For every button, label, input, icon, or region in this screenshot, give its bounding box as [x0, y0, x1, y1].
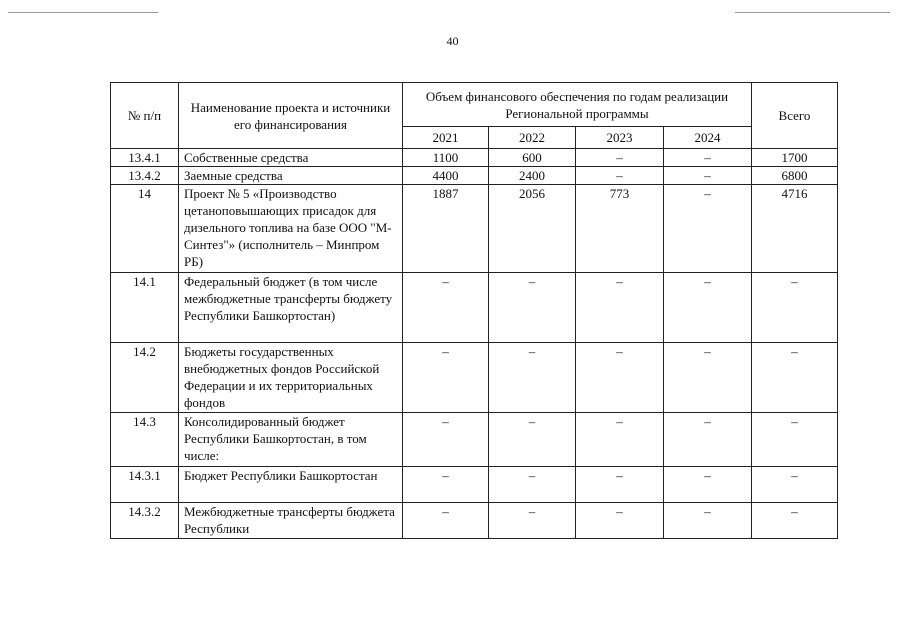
row-value: –	[489, 413, 576, 467]
row-total: –	[752, 273, 838, 343]
table-row	[111, 167, 838, 185]
row-value: 1100	[403, 149, 489, 167]
row-value: –	[489, 503, 576, 539]
row-total: 1700	[752, 149, 838, 167]
row-value: –	[403, 503, 489, 539]
row-total: 6800	[752, 167, 838, 185]
row-value: –	[403, 273, 489, 343]
row-value: –	[576, 503, 664, 539]
row-value: –	[664, 185, 752, 273]
row-value: –	[664, 149, 752, 167]
row-value: –	[489, 343, 576, 413]
row-total: –	[752, 413, 838, 467]
row-number: 13.4.1	[111, 149, 179, 167]
header-year: 2024	[664, 127, 752, 149]
header-year: 2022	[489, 127, 576, 149]
table-row	[111, 149, 838, 167]
row-name: Заемные средства	[179, 167, 403, 185]
table-row	[111, 503, 838, 539]
header-number: № п/п	[111, 83, 179, 149]
row-total: –	[752, 343, 838, 413]
row-value: 2056	[489, 185, 576, 273]
scan-line-left	[8, 12, 158, 13]
row-value: –	[403, 467, 489, 503]
row-value: –	[664, 503, 752, 539]
row-name: Собственные средства	[179, 149, 403, 167]
row-name: Консолидированный бюджет Республики Башкортостан, в том числе:	[179, 413, 403, 467]
row-number: 14.3.1	[111, 467, 179, 503]
row-value: 773	[576, 185, 664, 273]
row-number: 13.4.2	[111, 167, 179, 185]
header-funding: Объем финансового обеспечения по годам реализации Региональной программы	[403, 83, 752, 127]
row-value: –	[489, 273, 576, 343]
row-value: –	[576, 413, 664, 467]
row-total: –	[752, 467, 838, 503]
row-value: –	[664, 467, 752, 503]
row-value: –	[576, 167, 664, 185]
row-value: –	[489, 467, 576, 503]
row-number: 14.2	[111, 343, 179, 413]
row-value: 1887	[403, 185, 489, 273]
row-name: Проект № 5 «Производство цетаноповышающих присадок для дизельного топлива на базе ООО "М-Синтез"» (исполнитель – Минпром РБ)	[179, 185, 403, 273]
header-year: 2023	[576, 127, 664, 149]
table-row	[111, 413, 838, 467]
row-value: –	[576, 273, 664, 343]
row-value: –	[664, 343, 752, 413]
table-row	[111, 185, 838, 273]
row-value: –	[403, 343, 489, 413]
row-value: –	[664, 413, 752, 467]
scan-line-right	[735, 12, 890, 13]
row-name: Межбюджетные трансферты бюджета Республики	[179, 503, 403, 539]
funding-table	[110, 82, 838, 539]
row-total: 4716	[752, 185, 838, 273]
row-value: –	[664, 167, 752, 185]
row-number: 14.3.2	[111, 503, 179, 539]
row-value: –	[576, 343, 664, 413]
table-row	[111, 467, 838, 503]
row-value: –	[576, 467, 664, 503]
row-number: 14.3	[111, 413, 179, 467]
row-value: 600	[489, 149, 576, 167]
header-total: Всего	[752, 83, 838, 149]
header-year: 2021	[403, 127, 489, 149]
table-row	[111, 343, 838, 413]
row-value: –	[664, 273, 752, 343]
row-number: 14	[111, 185, 179, 273]
row-value: –	[576, 149, 664, 167]
page-number: 40	[446, 34, 459, 48]
table-row	[111, 273, 838, 343]
row-name: Федеральный бюджет (в том числе межбюджетные трансферты бюджету Республики Башкортостан)	[179, 273, 403, 343]
header-name: Наименование проекта и источники его финансирования	[179, 83, 403, 149]
row-value: –	[403, 413, 489, 467]
row-name: Бюджеты государственных внебюджетных фондов Российской Федерации и их территориальных фондов	[179, 343, 403, 413]
row-value: 4400	[403, 167, 489, 185]
row-name: Бюджет Республики Башкортостан	[179, 467, 403, 503]
row-number: 14.1	[111, 273, 179, 343]
row-total: –	[752, 503, 838, 539]
row-value: 2400	[489, 167, 576, 185]
